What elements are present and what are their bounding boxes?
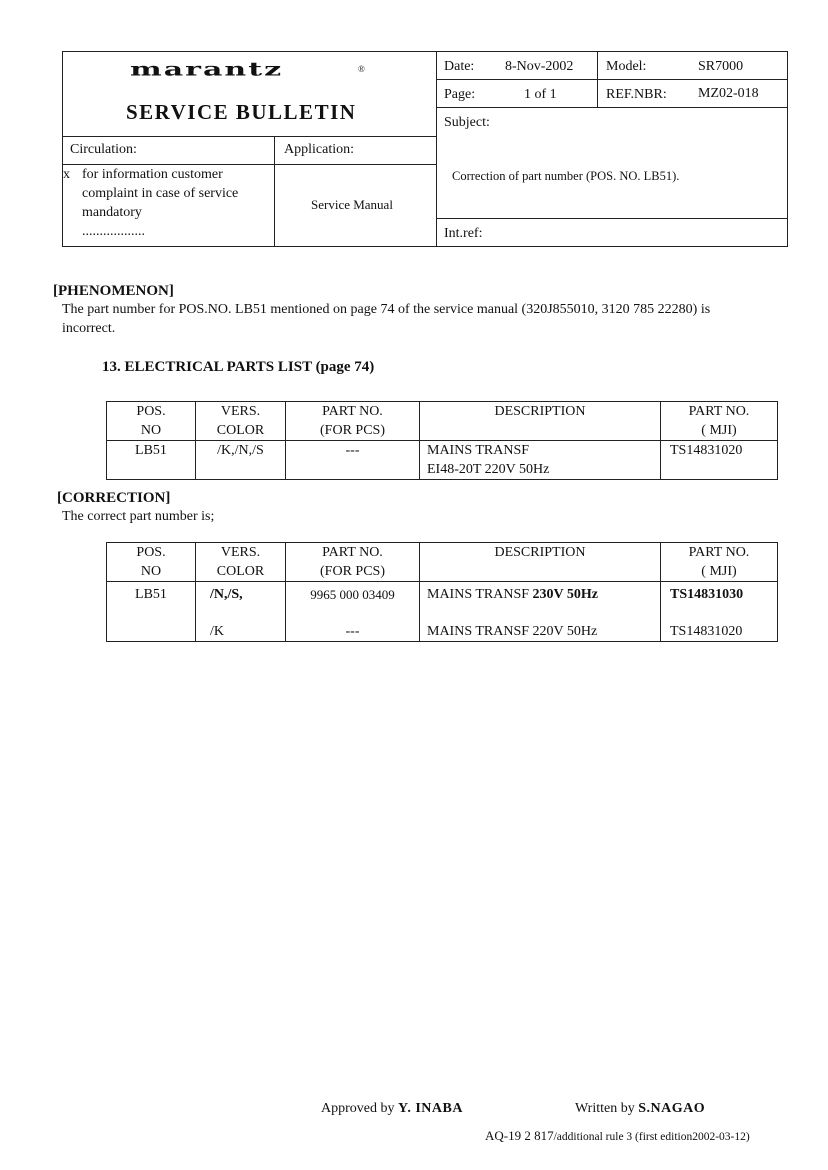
pos-header bbox=[107, 402, 196, 441]
pos-cell: LB51 bbox=[107, 441, 196, 480]
written-name: S.NAGAO bbox=[638, 1101, 706, 1116]
partno-header-line1: PART NO. bbox=[322, 545, 383, 560]
partno-cell: --- bbox=[286, 441, 420, 480]
circulation-checkmark: x bbox=[63, 167, 70, 182]
pos-header bbox=[107, 543, 196, 582]
table-header-row bbox=[107, 402, 778, 441]
approved-name: Y. INABA bbox=[398, 1101, 463, 1116]
description-230v-plain: MAINS TRANSF bbox=[427, 587, 533, 602]
corrected-parts-table bbox=[106, 542, 778, 642]
pos-header-line1: POS. bbox=[136, 545, 166, 560]
mji-cell bbox=[661, 582, 778, 642]
document-code bbox=[485, 1128, 750, 1144]
application-value: Service Manual bbox=[311, 197, 393, 212]
circulation-item-info: for information customer bbox=[82, 167, 223, 182]
page-value: 1 of 1 bbox=[524, 87, 557, 102]
vers-cell bbox=[196, 582, 286, 642]
registered-mark: ® bbox=[358, 64, 365, 74]
description-line2: EI48-20T 220V 50Hz bbox=[427, 462, 550, 477]
model-value: SR7000 bbox=[698, 59, 744, 74]
description-header-text: DESCRIPTION bbox=[494, 404, 586, 419]
application-label: Application: bbox=[284, 142, 354, 157]
approved-by bbox=[321, 1101, 463, 1117]
correction-heading: [CORRECTION] bbox=[57, 490, 171, 506]
partno-header bbox=[286, 543, 420, 582]
vers-value-230v: /N,/S, bbox=[210, 587, 243, 602]
partno-header-line1: PART NO. bbox=[322, 404, 383, 419]
mji-header bbox=[661, 402, 778, 441]
circulation-item-dots: .................. bbox=[82, 224, 145, 239]
mji-header-line2: ( MJI) bbox=[701, 423, 737, 438]
subject-label: Subject: bbox=[444, 115, 490, 130]
vers-header-line2: COLOR bbox=[216, 564, 265, 579]
vers-header bbox=[196, 543, 286, 582]
table-row bbox=[107, 441, 778, 480]
phenomenon-text-line2: incorrect. bbox=[62, 321, 116, 336]
vers-header-line1: VERS. bbox=[220, 545, 261, 560]
partno-value-220v: --- bbox=[345, 624, 360, 639]
partno-header-line2: (FOR PCS) bbox=[320, 564, 385, 579]
page-label: Page: bbox=[444, 87, 476, 102]
description-header bbox=[420, 543, 661, 582]
partno-header bbox=[286, 402, 420, 441]
subject-value: Correction of part number (POS. NO. LB51). bbox=[452, 169, 680, 183]
vers-header bbox=[196, 402, 286, 441]
table-row bbox=[107, 582, 778, 642]
brand-wordmark: marantz bbox=[130, 58, 284, 81]
date-label: Date: bbox=[444, 59, 475, 74]
description-header-text: DESCRIPTION bbox=[494, 545, 586, 560]
description-220v: MAINS TRANSF 220V 50Hz bbox=[427, 624, 598, 639]
document-code-main: AQ-19 2 817 bbox=[485, 1128, 554, 1143]
circulation-item-complaint: complaint in case of service bbox=[82, 186, 239, 201]
vers-header-line1: VERS. bbox=[220, 404, 261, 419]
vers-header-line2: COLOR bbox=[216, 423, 265, 438]
description-230v bbox=[427, 585, 654, 622]
mji-header bbox=[661, 543, 778, 582]
intref-label: Int.ref: bbox=[444, 226, 483, 241]
ref-label: REF.NBR: bbox=[606, 87, 667, 102]
intref-cell bbox=[436, 218, 788, 247]
mji-header-line2: ( MJI) bbox=[701, 564, 737, 579]
mji-value-220v: TS14831020 bbox=[670, 624, 743, 639]
model-label: Model: bbox=[606, 59, 647, 74]
vers-value-220v: /K bbox=[210, 624, 224, 639]
description-cell bbox=[420, 441, 661, 480]
description-line1: MAINS TRANSF bbox=[427, 443, 530, 458]
pos-cell: LB51 bbox=[107, 582, 196, 642]
mji-value-230v: TS14831030 bbox=[670, 587, 744, 602]
mji-header-line1: PART NO. bbox=[688, 545, 750, 560]
written-label: Written by bbox=[575, 1101, 635, 1116]
pos-header-line2: NO bbox=[140, 564, 162, 579]
ref-value: MZ02-018 bbox=[698, 86, 759, 101]
written-by bbox=[575, 1101, 705, 1117]
approved-label: Approved by bbox=[321, 1101, 395, 1116]
mji-header-line1: PART NO. bbox=[688, 404, 750, 419]
document-code-suffix: /additional rule 3 (first edition2002-03-12) bbox=[553, 1131, 750, 1143]
correction-text: The correct part number is; bbox=[62, 509, 215, 524]
circulation-label: Circulation: bbox=[70, 142, 137, 157]
section-title: 13. ELECTRICAL PARTS LIST (page 74) bbox=[102, 359, 375, 375]
partno-cell bbox=[286, 582, 420, 642]
mji-cell: TS14831020 bbox=[661, 441, 778, 480]
description-header bbox=[420, 402, 661, 441]
brand-logo bbox=[130, 58, 365, 89]
description-cell bbox=[420, 582, 661, 642]
partno-header-line2: (FOR PCS) bbox=[320, 423, 385, 438]
description-230v-bold: 230V 50Hz bbox=[532, 587, 599, 602]
partno-value-230v: 9965 000 03409 bbox=[310, 587, 395, 602]
vers-cell: /K,/N,/S bbox=[196, 441, 286, 480]
table-header-row bbox=[107, 543, 778, 582]
bulletin-title: SERVICE BULLETIN bbox=[126, 100, 357, 124]
phenomenon-heading: [PHENOMENON] bbox=[53, 283, 174, 299]
phenomenon-text-line1: The part number for POS.NO. LB51 mentioned on page 74 of the service manual (320J855010, 3120 785 22280) is bbox=[62, 302, 711, 317]
original-parts-table bbox=[106, 401, 778, 480]
pos-header-line1: POS. bbox=[136, 404, 166, 419]
pos-header-line2: NO bbox=[140, 423, 162, 438]
date-value: 8-Nov-2002 bbox=[505, 59, 574, 74]
circulation-item-mandatory: mandatory bbox=[82, 205, 142, 220]
